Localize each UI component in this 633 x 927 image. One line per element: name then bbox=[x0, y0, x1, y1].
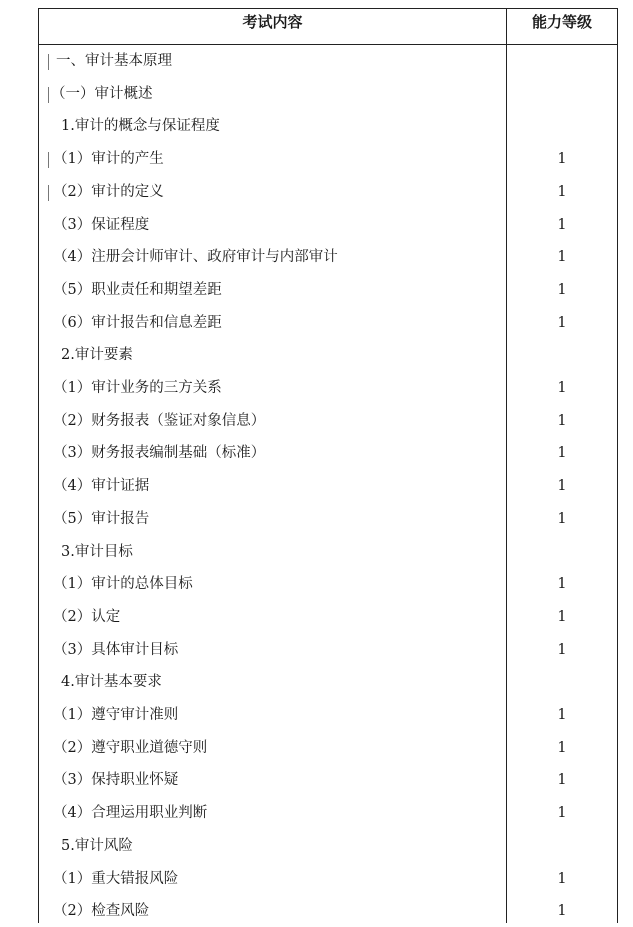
level-cell: 1 bbox=[557, 249, 567, 266]
level-cell: 1 bbox=[557, 412, 567, 429]
table-row bbox=[39, 503, 617, 535]
level-cell: 1 bbox=[557, 739, 567, 756]
level-cell: 1 bbox=[557, 314, 567, 331]
header-content: 考试内容 bbox=[242, 13, 303, 31]
table-row bbox=[39, 895, 617, 927]
table-row bbox=[39, 666, 617, 698]
table-row bbox=[39, 45, 617, 77]
level-cell: 1 bbox=[557, 151, 567, 168]
table-row bbox=[39, 536, 617, 568]
level-cell bbox=[507, 536, 617, 568]
level-cell bbox=[507, 666, 617, 698]
table-row bbox=[39, 732, 617, 764]
table-row bbox=[39, 209, 617, 241]
table-row bbox=[39, 470, 617, 502]
level-cell: 1 bbox=[557, 805, 567, 822]
table-row bbox=[39, 634, 617, 666]
content-cell: 2.审计要素 bbox=[61, 347, 133, 364]
content-cell: （一）审计概述 bbox=[51, 85, 153, 102]
table-row bbox=[39, 797, 617, 829]
table-row bbox=[39, 241, 617, 273]
content-cell: 1.审计的概念与保证程度 bbox=[61, 118, 220, 135]
table-row bbox=[39, 274, 617, 306]
table-row bbox=[39, 601, 617, 633]
level-cell: 1 bbox=[557, 576, 567, 593]
table-row bbox=[39, 764, 617, 796]
table-row bbox=[39, 699, 617, 731]
level-cell: 1 bbox=[557, 445, 567, 462]
level-cell: 1 bbox=[557, 510, 567, 527]
table-row bbox=[39, 176, 617, 208]
content-cell: （4）合理运用职业判断 bbox=[53, 805, 208, 822]
content-cell: （2）检查风险 bbox=[53, 903, 150, 920]
level-cell: 1 bbox=[557, 380, 567, 396]
table-row bbox=[39, 307, 617, 339]
level-cell bbox=[507, 339, 617, 371]
header-level: 能力等级 bbox=[531, 13, 592, 31]
content-cell: （1）审计业务的三方关系 bbox=[53, 380, 222, 396]
table-row bbox=[39, 405, 617, 437]
content-cell: （1）审计的总体目标 bbox=[53, 576, 193, 593]
content-cell: （4）注册会计师审计、政府审计与内部审计 bbox=[53, 249, 338, 266]
level-cell: 1 bbox=[557, 281, 567, 298]
level-cell: 1 bbox=[557, 183, 567, 200]
level-cell bbox=[507, 110, 617, 142]
level-cell bbox=[507, 78, 617, 110]
level-cell: 1 bbox=[557, 870, 567, 887]
content-cell: （5）职业责任和期望差距 bbox=[53, 281, 222, 298]
syllabus-table bbox=[38, 8, 618, 923]
content-cell: （3）具体审计目标 bbox=[53, 641, 179, 658]
content-cell: （2）审计的定义 bbox=[53, 183, 164, 200]
content-cell: 4.审计基本要求 bbox=[61, 674, 162, 691]
table-row bbox=[39, 863, 617, 895]
level-cell: 1 bbox=[557, 608, 567, 625]
content-cell: 5.审计风险 bbox=[61, 837, 133, 854]
content-cell: （3）保证程度 bbox=[53, 216, 150, 233]
content-cell: （3）财务报表编制基础（标准） bbox=[53, 445, 266, 462]
table-row bbox=[39, 339, 617, 371]
level-cell bbox=[507, 45, 617, 77]
table-row bbox=[39, 78, 617, 110]
table-row bbox=[39, 830, 617, 862]
content-cell: （2）认定 bbox=[53, 608, 121, 625]
content-cell: （2）财务报表（鉴证对象信息） bbox=[53, 412, 266, 429]
level-cell: 1 bbox=[557, 216, 567, 233]
table-row bbox=[39, 110, 617, 142]
content-cell: （3）保持职业怀疑 bbox=[53, 772, 179, 789]
level-cell: 1 bbox=[557, 641, 567, 658]
content-cell: （5）审计报告 bbox=[53, 510, 150, 527]
content-cell: 3.审计目标 bbox=[61, 543, 133, 560]
content-cell: （1）遵守审计准则 bbox=[53, 707, 179, 723]
level-cell: 1 bbox=[557, 478, 567, 495]
table-header bbox=[39, 9, 617, 45]
table-row bbox=[39, 437, 617, 469]
content-cell: （6）审计报告和信息差距 bbox=[53, 314, 222, 331]
level-cell: 1 bbox=[557, 772, 567, 789]
content-cell: （4）审计证据 bbox=[53, 478, 150, 495]
content-cell: （1）重大错报风险 bbox=[53, 870, 179, 887]
level-cell bbox=[507, 830, 617, 862]
level-cell: 1 bbox=[557, 903, 567, 920]
table-row bbox=[39, 143, 617, 175]
table-row bbox=[39, 372, 617, 404]
content-cell: 一、审计基本原理 bbox=[56, 53, 172, 69]
level-cell: 1 bbox=[557, 707, 567, 723]
content-cell: （2）遵守职业道德守则 bbox=[53, 739, 208, 756]
table-row bbox=[39, 568, 617, 600]
content-cell: （1）审计的产生 bbox=[53, 151, 164, 168]
